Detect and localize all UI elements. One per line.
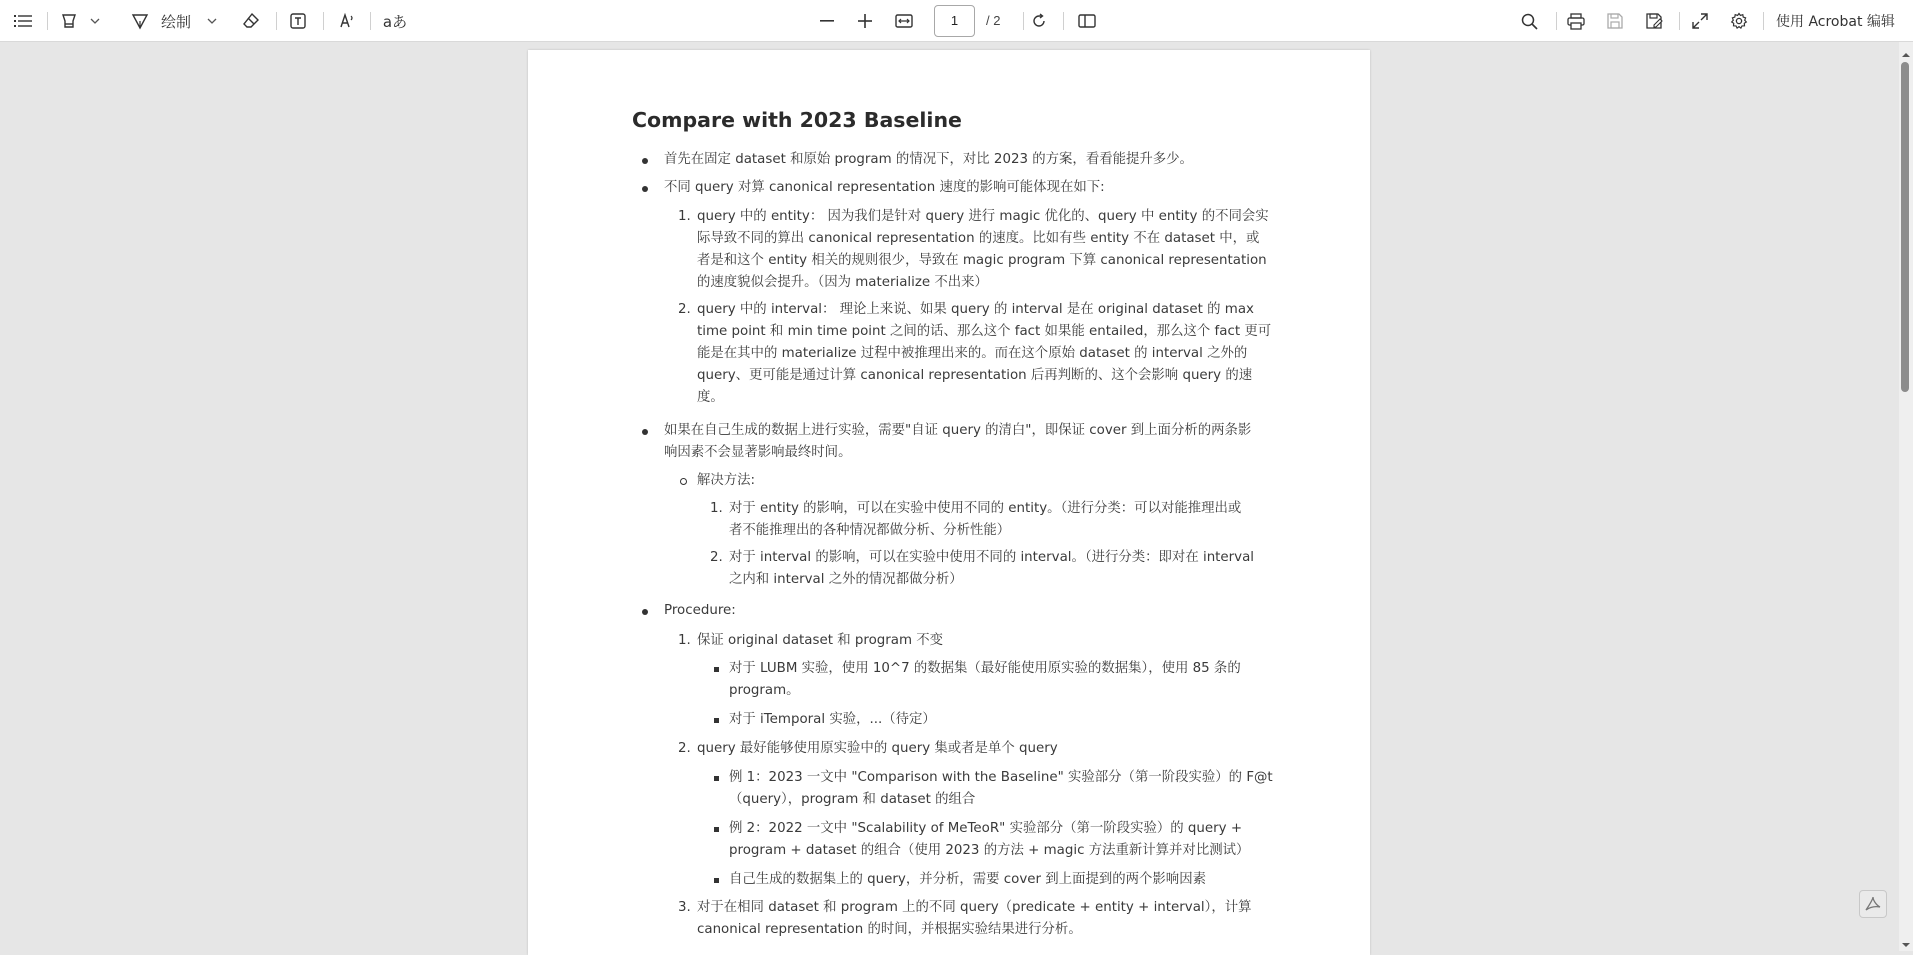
list-item: 解决方法: [697, 473, 756, 488]
list-number: 3. [678, 900, 691, 915]
save-as-icon[interactable] [1643, 0, 1665, 42]
print-icon[interactable] [1565, 0, 1587, 42]
text-line: canonical representation 的时间，并根据实验结果进行分析。 [697, 922, 1082, 937]
translate-icon[interactable] [382, 0, 408, 42]
list-item: query 最好能够使用原实验中的 query 集或者是单个 query [697, 741, 1058, 756]
list-item [729, 658, 1241, 702]
text-line: 能是在其中的 materialize 过程中被推理出来的。而在这个原始 dataset 的 interval 之外的 [697, 346, 1248, 361]
list-item: Procedure: [664, 603, 736, 618]
text-line: 对于在相同 dataset 和 program 上的不同 query（predicate + entity + interval），计算 [697, 900, 1252, 915]
save-icon[interactable] [1604, 0, 1626, 42]
text-box-icon[interactable] [287, 0, 309, 42]
chevron-down-icon[interactable] [205, 0, 219, 42]
chevron-down-icon[interactable] [88, 0, 102, 42]
text-line: 之内和 interval 之外的情况都做分析） [729, 572, 963, 587]
text-line: 者不能推理出的各种情况都做分析、分析性能） [729, 523, 1011, 538]
list-item [697, 299, 1271, 409]
scroll-down-icon[interactable] [1900, 936, 1912, 948]
list-item: 对于 iTemporal 实验，...（待定） [729, 712, 936, 727]
text-line: program。 [729, 683, 800, 698]
bullet-marker [680, 478, 687, 485]
list-item [729, 767, 1273, 811]
scrollbar-thumb[interactable] [1901, 62, 1909, 392]
draw-label[interactable]: 绘制 [160, 12, 191, 31]
rotate-icon[interactable] [1028, 0, 1050, 42]
list-icon[interactable] [12, 0, 34, 42]
bullet-marker [714, 776, 719, 781]
bullet-marker [642, 186, 648, 192]
text-line: 例 1：2023 一文中 "Comparison with the Baseline" 实验部分（第一阶段实验）的 F@t [729, 770, 1273, 785]
fit-width-icon[interactable] [893, 0, 915, 42]
text-line: 对于 interval 的影响，可以在实验中使用不同的 interval。（进行分类：即对在 interval [729, 550, 1255, 565]
read-aloud-icon[interactable] [336, 0, 358, 42]
page-number-input[interactable]: 1 [934, 5, 975, 37]
list-item [729, 818, 1249, 862]
document-title: Compare with 2023 Baseline [632, 108, 962, 132]
bullet-marker [642, 609, 648, 615]
zoom-in-icon[interactable] [854, 0, 876, 42]
text-line: 度。 [697, 390, 724, 405]
text-line: 对于 LUBM 实验，使用 10^7 的数据集（最好能使用原实验的数据集），使用 85 条的 [729, 661, 1241, 676]
toolbar [0, 0, 1913, 42]
text-line: 响因素不会显著影响最终时间。 [664, 445, 852, 460]
bullet-marker [714, 878, 719, 883]
text-line: 际导致不同的算出 canonical representation 的速度。比如有些 entity 不在 dataset 中，或 [697, 231, 1260, 246]
list-number: 2. [710, 550, 723, 565]
settings-icon[interactable] [1728, 0, 1750, 42]
bullet-marker [642, 158, 648, 164]
search-icon[interactable] [1518, 0, 1540, 42]
text-line: 者是和这个 entity 相关的规则很少，导致在 magic program 下算 canonical representation [697, 253, 1267, 268]
bullet-marker [714, 667, 719, 672]
bullet-marker [642, 429, 648, 435]
acrobat-icon[interactable] [1859, 890, 1887, 918]
text-line: query、更可能是通过计算 canonical representation 后再判断的、这个会影响 query 的速 [697, 368, 1253, 383]
draw-icon[interactable] [128, 0, 152, 42]
highlighter-icon[interactable] [58, 0, 80, 42]
list-item: 保证 original dataset 和 program 不变 [697, 633, 944, 648]
text-line: query 中的 entity： 因为我们是针对 query 进行 magic 优化的、query 中 entity 的不同会实 [697, 209, 1269, 224]
list-number: 1. [678, 209, 691, 224]
list-number: 1. [678, 633, 691, 648]
list-item [697, 206, 1269, 294]
text-line: 的速度貌似会提升。（因为 materialize 不出来） [697, 275, 988, 290]
scroll-up-icon[interactable] [1900, 46, 1912, 58]
edit-with-acrobat-button[interactable]: 使用 Acrobat 编辑 [1776, 14, 1895, 30]
fullscreen-icon[interactable] [1689, 0, 1711, 42]
list-item [664, 420, 1251, 464]
list-item: 不同 query 对算 canonical representation 速度的影响可能体现在如下: [664, 180, 1105, 195]
list-item [729, 498, 1241, 542]
text-line: 对于 entity 的影响，可以在实验中使用不同的 entity。（进行分类：可以对能推理出或 [729, 501, 1242, 516]
list-number: 2. [678, 741, 691, 756]
text-line: 例 2：2022 一文中 "Scalability of MeTeoR" 实验部分（第一阶段实验）的 query + [729, 821, 1243, 836]
list-item [697, 897, 1252, 941]
text-line: time point 和 min time point 之间的话、那么这个 fact 如果能 entailed，那么这个 fact 更可 [697, 324, 1272, 339]
bullet-marker [714, 827, 719, 832]
page-total: / 2 [986, 13, 1001, 28]
translate-label: aあ [382, 12, 408, 31]
list-item [729, 547, 1254, 591]
bullet-marker [714, 718, 719, 723]
text-line: query 中的 interval： 理论上来说、如果 query 的 interval 是在 original dataset 的 max [697, 302, 1254, 317]
two-page-icon[interactable] [1076, 0, 1098, 42]
list-item: 自己生成的数据集上的 query，并分析，需要 cover 到上面提到的两个影响因素 [729, 872, 1206, 887]
list-item: 首先在固定 dataset 和原始 program 的情况下，对比 2023 的方案，看看能提升多少。 [664, 152, 1193, 167]
text-line: 如果在自己生成的数据上进行实验，需要"自证 query 的清白"，即保证 cover 到上面分析的两条影 [664, 423, 1252, 438]
list-number: 1. [710, 501, 723, 516]
document-page [528, 50, 1370, 955]
text-line: program + dataset 的组合（使用 2023 的方法 + magic 方法重新计算并对比测试） [729, 843, 1250, 858]
eraser-icon[interactable] [240, 0, 262, 42]
zoom-out-icon[interactable] [816, 0, 838, 42]
text-line: （query），program 和 dataset 的组合 [729, 792, 976, 807]
list-number: 2. [678, 302, 691, 317]
